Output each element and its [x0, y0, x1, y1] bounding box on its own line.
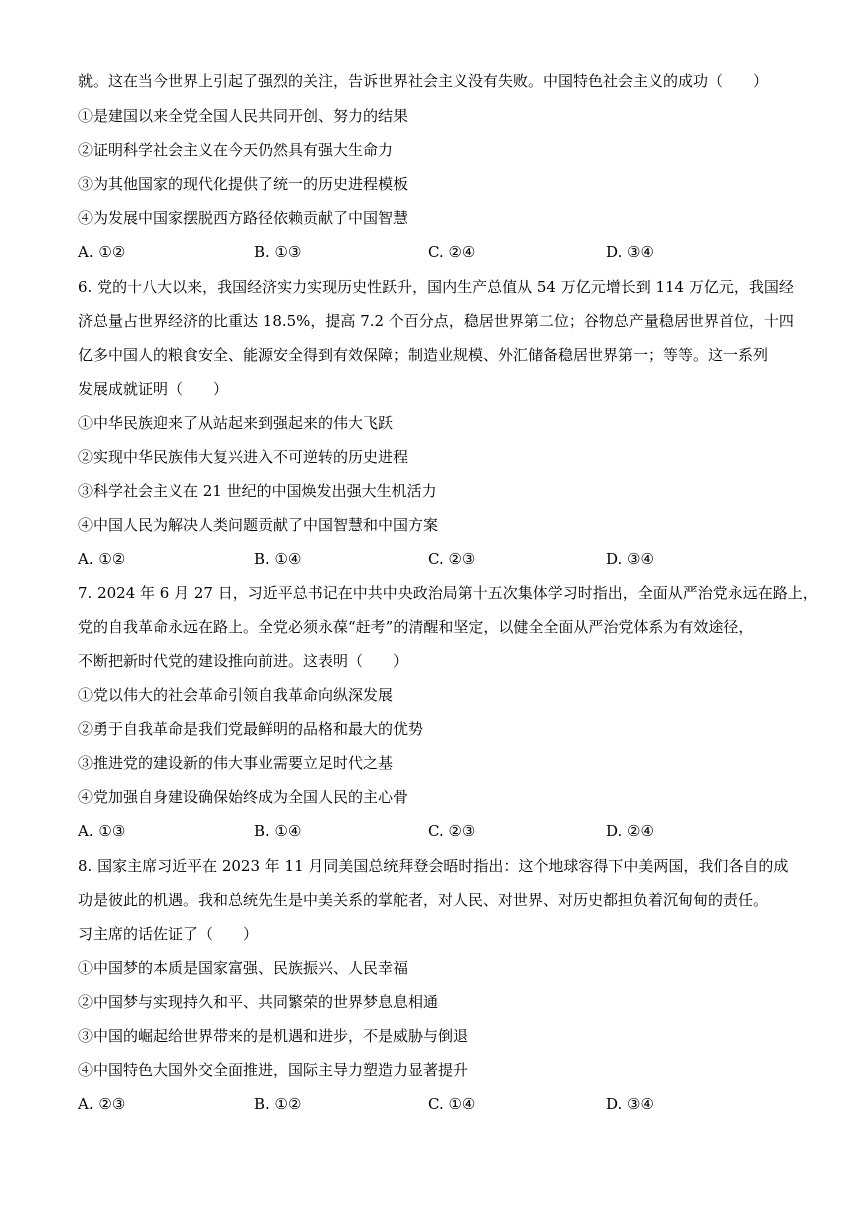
- q8-option-c: C. ①④: [428, 1095, 476, 1113]
- q8-option-d: D. ③④: [606, 1095, 654, 1113]
- q6-option-a: A. ①②: [78, 550, 126, 568]
- q8-stem-line-1: 8. 国家主席习近平在 2023 年 11 月同美国总统拜登会晤时指出：这个地球容得下中美两国，我们各自的成: [78, 857, 789, 875]
- q6-item-1: ①中华民族迎来了从站起来到强起来的伟大飞跃: [78, 414, 394, 432]
- q7-option-b: B. ①④: [254, 822, 302, 840]
- q7-item-2: ②勇于自我革命是我们党最鲜明的品格和最大的优势: [78, 720, 424, 738]
- q6-item-3: ③科学社会主义在 21 世纪的中国焕发出强大生机活力: [78, 482, 437, 500]
- q8-item-2: ②中国梦与实现持久和平、共同繁荣的世界梦息息相通: [78, 993, 439, 1011]
- q6-option-d: D. ③④: [606, 550, 654, 568]
- q8-option-b: B. ①②: [254, 1095, 302, 1113]
- q6-stem-line-3: 亿多中国人的粮食安全、能源安全得到有效保障；制造业规模、外汇储备稳居世界第一；等等。这一系列: [78, 346, 769, 364]
- q7-option-a: A. ①③: [78, 822, 126, 840]
- q8-item-4: ④中国特色大国外交全面推进，国际主导力塑造力显著提升: [78, 1061, 469, 1079]
- q5-option-b: B. ①③: [254, 243, 302, 261]
- q5-option-a: A. ①②: [78, 243, 126, 261]
- q8-item-1: ①中国梦的本质是国家富强、民族振兴、人民幸福: [78, 959, 409, 977]
- q7-stem-line-2: 党的自我革命永远在路上。全党必须永葆“赶考”的清醒和坚定，以健全全面从严治党体系为有效途径，: [78, 618, 754, 636]
- q6-stem-line-2: 济总量占世界经济的比重达 18.5%，提高 7.2 个百分点，稳居世界第二位；谷物总产量稳居世界首位，十四: [78, 312, 794, 330]
- q5-stem-tail: 就。这在当今世界上引起了强烈的关注，告诉世界社会主义没有失败。中国特色社会主义的成功（ ）: [78, 72, 769, 90]
- q6-option-c: C. ②③: [428, 550, 476, 568]
- q5-option-c: C. ②④: [428, 243, 476, 261]
- q6-item-4: ④中国人民为解决人类问题贡献了中国智慧和中国方案: [78, 516, 439, 534]
- q7-option-c: C. ②③: [428, 822, 476, 840]
- q6-stem-line-1: 6. 党的十八大以来，我国经济实力实现历史性跃升，国内生产总值从 54 万亿元增长到 114 万亿元，我国经: [78, 278, 794, 296]
- q7-item-4: ④党加强自身建设确保始终成为全国人民的主心骨: [78, 788, 409, 806]
- q6-stem-line-4: 发展成就证明（ ）: [78, 380, 229, 398]
- q5-item-3: ③为其他国家的现代化提供了统一的历史进程模板: [78, 175, 409, 193]
- q8-stem-line-2: 功是彼此的机遇。我和总统先生是中美关系的掌舵者，对人民、对世界、对历史都担负着沉甸甸的责任。: [78, 891, 769, 909]
- q7-options: [78, 820, 838, 842]
- q7-stem-line-1: 7. 2024 年 6 月 27 日，习近平总书记在中共中央政治局第十五次集体学习时指出，全面从严治党永远在路上，: [78, 584, 818, 602]
- q6-option-b: B. ①④: [254, 550, 302, 568]
- q6-item-2: ②实现中华民族伟大复兴进入不可逆转的历史进程: [78, 448, 409, 466]
- q5-item-4: ④为发展中国家摆脱西方路径依赖贡献了中国智慧: [78, 209, 409, 227]
- q8-option-a: A. ②③: [78, 1095, 126, 1113]
- q5-options: [78, 241, 838, 263]
- q5-item-1: ①是建国以来全党全国人民共同开创、努力的结果: [78, 107, 409, 125]
- q5-option-d: D. ③④: [606, 243, 654, 261]
- q7-item-3: ③推进党的建设新的伟大事业需要立足时代之基: [78, 754, 394, 772]
- q7-item-1: ①党以伟大的社会革命引领自我革命向纵深发展: [78, 686, 394, 704]
- q8-options: [78, 1093, 838, 1115]
- q8-stem-line-3: 习主席的话佐证了（ ）: [78, 925, 259, 943]
- q7-option-d: D. ②④: [606, 822, 654, 840]
- q5-item-2: ②证明科学社会主义在今天仍然具有强大生命力: [78, 141, 394, 159]
- q6-options: [78, 548, 838, 570]
- q7-stem-line-3: 不断把新时代党的建设推向前进。这表明（ ）: [78, 652, 409, 670]
- q8-item-3: ③中国的崛起给世界带来的是机遇和进步，不是威胁与倒退: [78, 1027, 469, 1045]
